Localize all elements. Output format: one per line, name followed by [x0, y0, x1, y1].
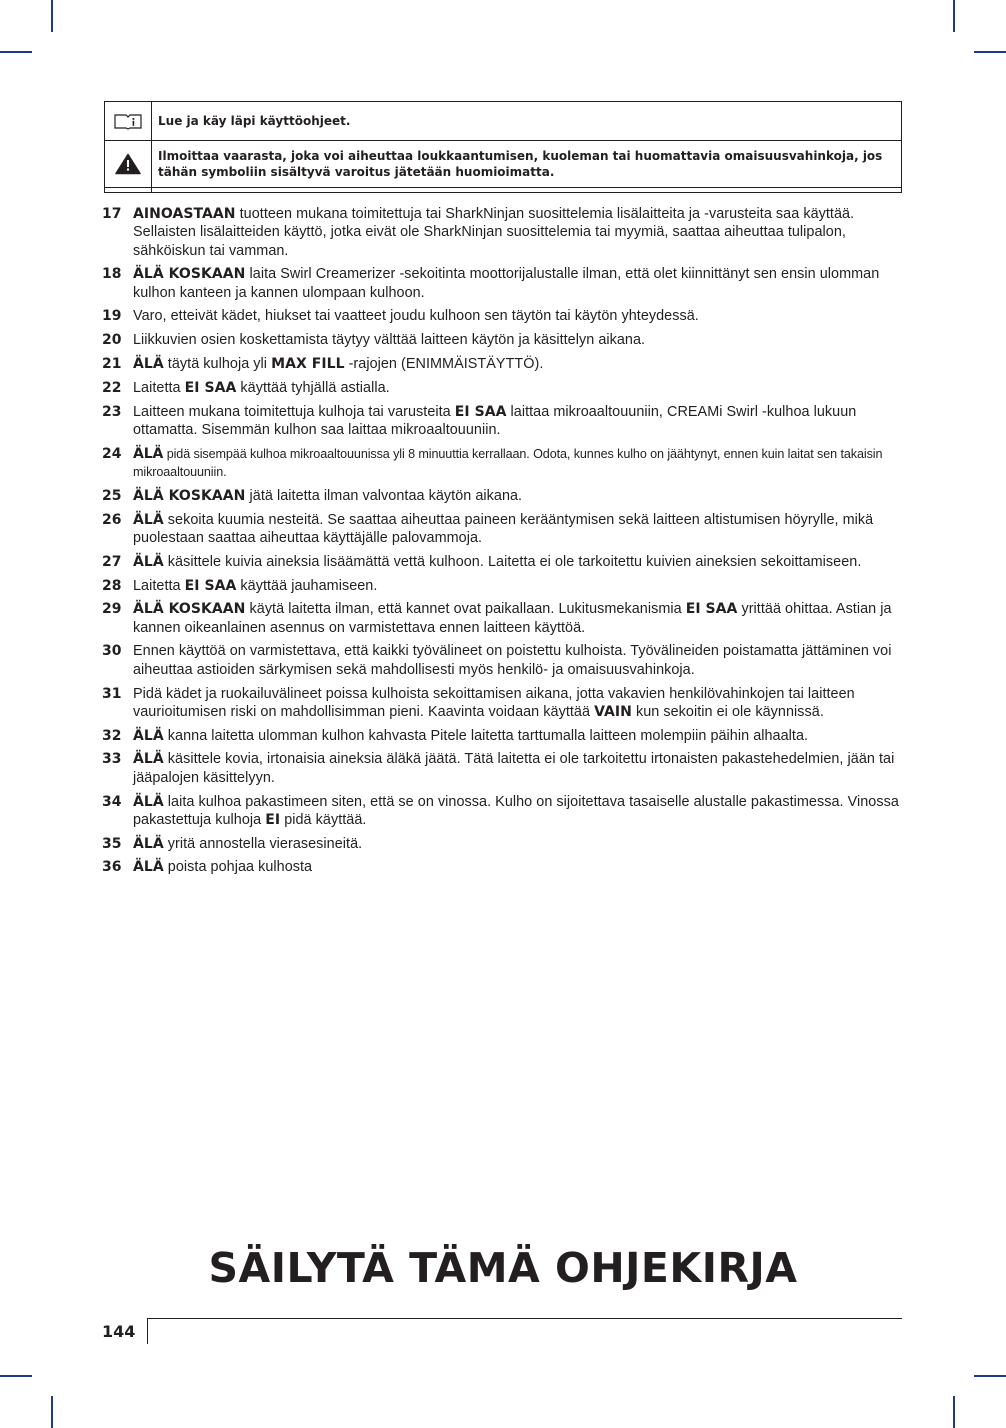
symbol-warning-text: Ilmoittaa vaarasta, joka voi aiheuttaa loukkaantumisen, kuoleman tai huomattavia omaisuusvahinkoja, jos tähän symboliin sisältyvä varoitus jätetään huomioimatta. [152, 141, 902, 188]
body-text: Laitteen mukana toimitettuja kulhoja tai varusteita [133, 403, 455, 420]
item-text [133, 265, 902, 302]
body-text: käsittele kuivia aineksia lisäämättä vettä kulhoon. Laitetta ei ole tarkoitettu kuivien aineksien sekoittamiseen. [163, 553, 862, 570]
crop-mark-bottom-right-horizontal [974, 1375, 1006, 1377]
footer-rule [148, 1318, 902, 1319]
emphasis-text: AINOASTAAN [133, 206, 236, 222]
item-number: 36 [102, 859, 122, 876]
item-text [133, 403, 902, 440]
list-item [102, 750, 902, 787]
item-text [133, 355, 902, 373]
item-text [133, 793, 902, 830]
item-number: 29 [102, 601, 122, 618]
item-text [133, 307, 902, 325]
body-text: kun sekoitin ei ole käynnissä. [631, 703, 824, 720]
body-text: pidä käyttää. [280, 811, 367, 828]
symbol-info-text: Lue ja käy läpi käyttöohjeet. [152, 102, 902, 141]
body-text: Laitetta [133, 379, 185, 396]
item-number: 30 [102, 643, 122, 660]
body-text: yritä annostella vierasesineitä. [163, 835, 363, 852]
item-number: 27 [102, 553, 122, 570]
crop-mark-top-right-horizontal [974, 51, 1006, 53]
item-text [133, 600, 902, 637]
emphasis-text: ÄLÄ [133, 511, 164, 528]
body-text: käsittele kovia, irtonaisia aineksia äläkä jäätä. Tätä laitetta ei ole tarkoitettu irtonaisten pakastehedelmien, jään tai jääpalojen käsittelyyn. [133, 751, 895, 786]
crop-mark-bottom-left-horizontal [0, 1375, 32, 1377]
emphasis-text: ÄLÄ KOSKAAN [133, 601, 246, 618]
crop-mark-top-left-vertical [51, 0, 53, 32]
list-item [102, 793, 902, 830]
symbol-row-warning [105, 141, 902, 188]
body-text: laita Swirl Creamerizer -sekoitinta moottorijalustalle ilman, että olet kiinnittänyt sen ensin ulomman kulhon kanteen ja kannen ulompaan kulhoon. [133, 266, 880, 301]
emphasis-text: ÄLÄ [133, 835, 164, 852]
list-item [102, 685, 902, 722]
item-number: 32 [102, 727, 122, 744]
item-number: 35 [102, 835, 122, 852]
item-number: 17 [102, 206, 122, 222]
body-text: jätä laitetta ilman valvontaa käytön aikana. [245, 487, 523, 504]
list-item [102, 600, 902, 637]
item-number: 26 [102, 511, 122, 528]
body-text: Pidä kädet ja ruokailuvälineet poissa kulhoista sekoittamisen aikana, jotta vakavien henkilövahinkojen tai laitteen vaurioitumisen riski on mahdollisimman pieni. Kaavinta voidaan käyttää [133, 685, 855, 720]
list-item [102, 511, 902, 548]
item-text [133, 379, 902, 397]
body-text: -rajojen (ENIMMÄISTÄYTTÖ). [344, 356, 544, 373]
safety-instructions-list [102, 205, 902, 882]
list-item [102, 307, 902, 325]
footer-page-separator [147, 1318, 148, 1344]
symbol-legend-table [104, 101, 902, 193]
emphasis-text: ÄLÄ [133, 356, 164, 373]
list-item [102, 487, 902, 505]
list-item [102, 727, 902, 745]
item-number: 28 [102, 577, 122, 594]
symbol-row-info [105, 102, 902, 141]
crop-mark-top-left-horizontal [0, 51, 32, 53]
body-text: poista pohjaa kulhosta [163, 859, 313, 876]
list-item [102, 445, 902, 482]
emphasis-text: EI SAA [184, 577, 237, 594]
item-number: 22 [102, 379, 122, 396]
body-text: Varo, etteivät kädet, hiukset tai vaatteet joudu kulhoon sen täytön tai käytön yhteydessä. [133, 308, 699, 325]
item-number: 20 [102, 332, 122, 349]
list-item [102, 403, 902, 440]
item-number: 25 [102, 487, 122, 504]
item-number: 34 [102, 793, 122, 810]
emphasis-text: ÄLÄ [133, 793, 164, 810]
warning-triangle-icon [115, 153, 141, 175]
emphasis-text: ÄLÄ [133, 445, 164, 462]
body-text: laittaa mikroaaltouuniin, CREAMi Swirl -kulhoa lukuun ottamatta. Sisemmän kulhon saa laittaa mikroaaltouuniin. [133, 403, 857, 438]
info-manual-icon [113, 112, 143, 130]
list-item [102, 379, 902, 397]
item-number: 24 [102, 445, 122, 462]
emphasis-text: ÄLÄ [133, 553, 164, 570]
body-text: käytä laitetta ilman, että kannet ovat paikallaan. Lukitusmekanismia [245, 601, 686, 618]
body-text: Ennen käyttöä on varmistettava, että kaikki työvälineet on poistettu kulhoista. Työvälineiden poistamatta jättäminen voi aiheuttaa astioiden särkymisen sekä mahdollisesti myös henkilö- ja omaisuusvahinkoja. [133, 643, 892, 678]
emphasis-text: ÄLÄ [133, 859, 164, 876]
page-number: 144 [102, 1322, 136, 1341]
item-text [133, 445, 902, 482]
emphasis-text: EI SAA [184, 379, 237, 396]
crop-mark-top-right-vertical [953, 0, 955, 32]
item-text [133, 835, 902, 853]
list-item [102, 553, 902, 571]
crop-mark-bottom-right-vertical [953, 1396, 955, 1428]
body-text: käyttää jauhamiseen. [236, 577, 378, 594]
body-text: Laitetta [133, 577, 185, 594]
emphasis-text: ÄLÄ KOSKAAN [133, 487, 246, 504]
body-text: pidä sisempää kulhoa mikroaaltouunissa yli 8 minuuttia kerrallaan. Odota, kunnes kulho on jäähtynyt, ennen kuin laitat sen takaisin mikroaaltouuniin. [133, 446, 883, 480]
item-text [133, 577, 902, 595]
body-text: sekoita kuumia nesteitä. Se saattaa aiheuttaa paineen kerääntymisen sekä laitteen altistumisen höyrylle, mikä puolestaan saattaa aiheuttaa käyttäjälle palovammoja. [133, 511, 874, 546]
list-item [102, 858, 902, 876]
list-item [102, 642, 902, 679]
emphasis-text: MAX FILL [271, 356, 345, 373]
list-item [102, 355, 902, 373]
body-text: Liikkuvien osien koskettamista täytyy välttää laitteen käytön ja käsittelyn aikana. [133, 332, 646, 349]
list-item [102, 835, 902, 853]
body-text: tuotteen mukana toimitettuja tai SharkNinjan suosittelemia lisälaitteita ja -varusteita saa käyttää. Sellaisten lisälaitteiden käyttö, jotka eivät ole SharkNinjan suosittelemia tai myymiä, saattaa aiheuttaa tulipalon, sähköiskun tai vamman. [133, 206, 855, 259]
body-text: kanna laitetta ulomman kulhon kahvasta Pitele laitetta tarttumalla laitteen molempiin päihin alhaalta. [163, 727, 809, 744]
emphasis-text: ÄLÄ [133, 751, 164, 768]
list-item [102, 205, 902, 260]
emphasis-text: EI [265, 811, 281, 828]
item-number: 31 [102, 685, 122, 702]
keep-manual-heading: SÄILYTÄ TÄMÄ OHJEKIRJA [208, 1244, 798, 1292]
body-text: yrittää ohittaa. Astian ja kannen oikeanlainen asennus on varmistettava ennen laitteen käyttöä. [133, 601, 892, 636]
body-text: laita kulhoa pakastimeen siten, että se on vinossa. Kulho on sijoitettava tasaiselle alustalle pakastimessa. Vinossa pakastettuja kulhoja [133, 793, 899, 828]
item-number: 21 [102, 356, 122, 373]
emphasis-text: ÄLÄ KOSKAAN [133, 266, 246, 283]
emphasis-text: ÄLÄ [133, 727, 164, 744]
item-text [133, 205, 902, 260]
item-number: 33 [102, 751, 122, 768]
item-number: 19 [102, 308, 122, 325]
emphasis-text: VAIN [594, 703, 632, 720]
item-text [133, 642, 902, 679]
item-number: 23 [102, 403, 122, 420]
item-text [133, 685, 902, 722]
item-text [133, 727, 902, 745]
item-text [133, 487, 902, 505]
list-item [102, 265, 902, 302]
body-text: käyttää tyhjällä astialla. [236, 379, 390, 396]
item-text [133, 553, 902, 571]
body-text: täytä kulhoja yli [163, 356, 272, 373]
emphasis-text: EI SAA [454, 403, 507, 420]
item-text [133, 331, 902, 349]
list-item [102, 577, 902, 595]
item-number: 18 [102, 266, 122, 283]
crop-mark-bottom-left-vertical [51, 1396, 53, 1428]
item-text [133, 750, 902, 787]
item-text [133, 511, 902, 548]
item-text [133, 858, 902, 876]
list-item [102, 331, 902, 349]
emphasis-text: EI SAA [685, 601, 738, 618]
